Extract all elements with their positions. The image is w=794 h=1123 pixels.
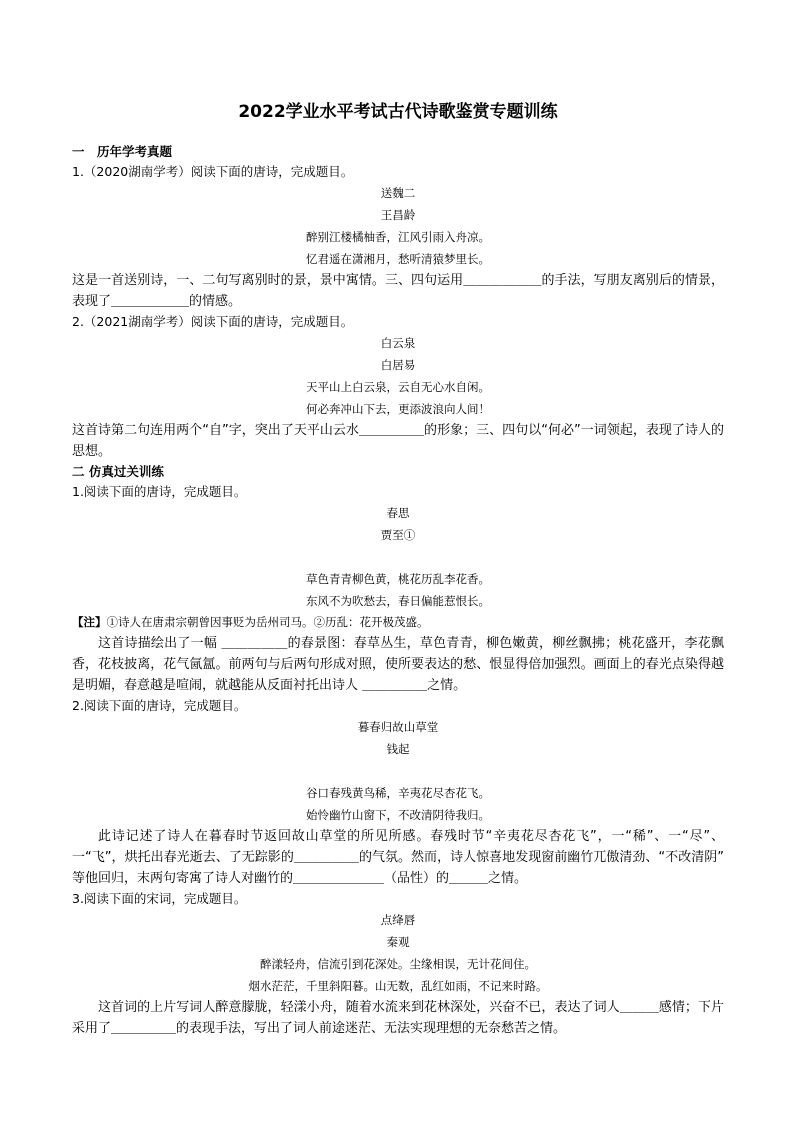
note-label: 【注】	[72, 615, 107, 629]
poem-line: 醉漾轻舟，信流引到花深处。尘缘相误，无计花间住。	[260, 957, 536, 971]
question-prompt: 1.阅读下面的唐诗，完成题目。	[72, 484, 247, 499]
spacer	[72, 546, 724, 568]
question-analysis: 这首诗描绘出了一幅 ＿＿＿＿＿的春景图：春草丛生，草色青青，柳色嫩黄，柳丝飘拂；桃花盛开，李花飘香，花枝披离，花气氤氲。前两句与后两句形成对照，使所要表达的愁、恨显得倍加强烈。画面上的春光点染得越是明媚，春意越是喧闹，就越能从反面衬托出诗人 ＿＿＿＿＿之情。	[72, 636, 724, 693]
poem-line: 谷口春残黄鸟稀，辛夷花尽杏花飞。	[306, 786, 490, 800]
question-prompt: 1.（2020湖南学考）阅读下面的唐诗，完成题目。	[72, 164, 354, 179]
question-prompt: 2.阅读下面的唐诗，完成题目。	[72, 698, 247, 713]
question-analysis: 此诗记述了诗人在暮春时节返回故山草堂的所见所感。春残时节“辛夷花尽杏花飞”，一“稀”、一“尽”、一“飞”，烘托出春光逝去、了无踪影的＿＿＿＿＿的气氛。然而，诗人惊喜地发现窗前幽竹兀傲清劲、“不改清阴” 等他回归，末两句寄寓了诗人对幽竹的＿＿＿＿＿＿＿（品性）的＿＿＿之情。	[72, 829, 724, 886]
poem-author: 秦观	[386, 935, 410, 949]
question-prompt: 3.阅读下面的宋词，完成题目。	[72, 891, 247, 906]
question-prompt: 2.（2021湖南学考）阅读下面的唐诗，完成题目。	[72, 314, 354, 329]
poem-title: 送魏二	[380, 186, 416, 200]
question-analysis: 这首诗第二句连用两个“自”字，突出了天平山云水＿＿＿＿＿的形象；三、四句以“何必”一词领起，表现了诗人的思想。	[72, 423, 724, 459]
poem-line: 忆君遥在潇湘月，愁听清猿梦里长。	[306, 252, 490, 266]
poem-author: 王昌龄	[380, 208, 416, 222]
document-page	[72, 100, 724, 1039]
poem-line: 草色青青柳色黄，桃花历乱李花香。	[306, 572, 490, 586]
poem-note	[72, 612, 724, 633]
spacer	[72, 760, 724, 782]
poem-line: 醉别江楼橘柚香，江风引雨入舟凉。	[306, 230, 490, 244]
poem-line: 天平山上白云泉，云自无心水自闲。	[306, 380, 490, 394]
poem-author: 白居易	[380, 358, 416, 372]
poem-line: 始怜幽竹山窗下，不改清阴待我归。	[306, 808, 490, 822]
poem-line: 何必奔冲山下去，更添波浪向人间！	[306, 402, 490, 416]
section-heading-1: 一 历年学考真题	[72, 144, 173, 159]
poem-title: 暮春归故山草堂	[357, 720, 439, 734]
note-text: ①诗人在唐肃宗朝曾因事贬为岳州司马。②历乱：花开极茂盛。	[106, 615, 429, 629]
poem-line: 东风不为吹愁去，春日偏能惹恨长。	[306, 594, 490, 608]
poem-title: 春思	[386, 506, 410, 520]
question-analysis: 这首词的上片写词人醉意朦胧，轻漾小舟，随着水流来到花林深处，兴奋不已，表达了词人＿＿＿感情；下片采用了＿＿＿＿＿的表现手法，写出了词人前途迷茫、无法实现理想的无奈愁苦之情。	[72, 1000, 724, 1036]
section-heading-2: 二 仿真过关训练	[72, 464, 164, 479]
poem-title: 点绛唇	[380, 913, 416, 927]
poem-author: 钱起	[386, 742, 410, 756]
poem-line: 烟水茫茫，千里斜阳暮。山无数，乱红如雨，不记来时路。	[248, 979, 548, 993]
document-title: 2022学业水平考试古代诗歌鉴赏专题训练	[238, 102, 558, 122]
poem-author: 贾至①	[380, 528, 416, 542]
poem-title: 白云泉	[380, 336, 416, 350]
question-analysis: 这是一首送别诗，一、二句写离别时的景，景中寓情。三、四句运用＿＿＿＿＿＿的手法，写朋友离别后的情景，表现了＿＿＿＿＿＿的情感。	[72, 273, 724, 309]
